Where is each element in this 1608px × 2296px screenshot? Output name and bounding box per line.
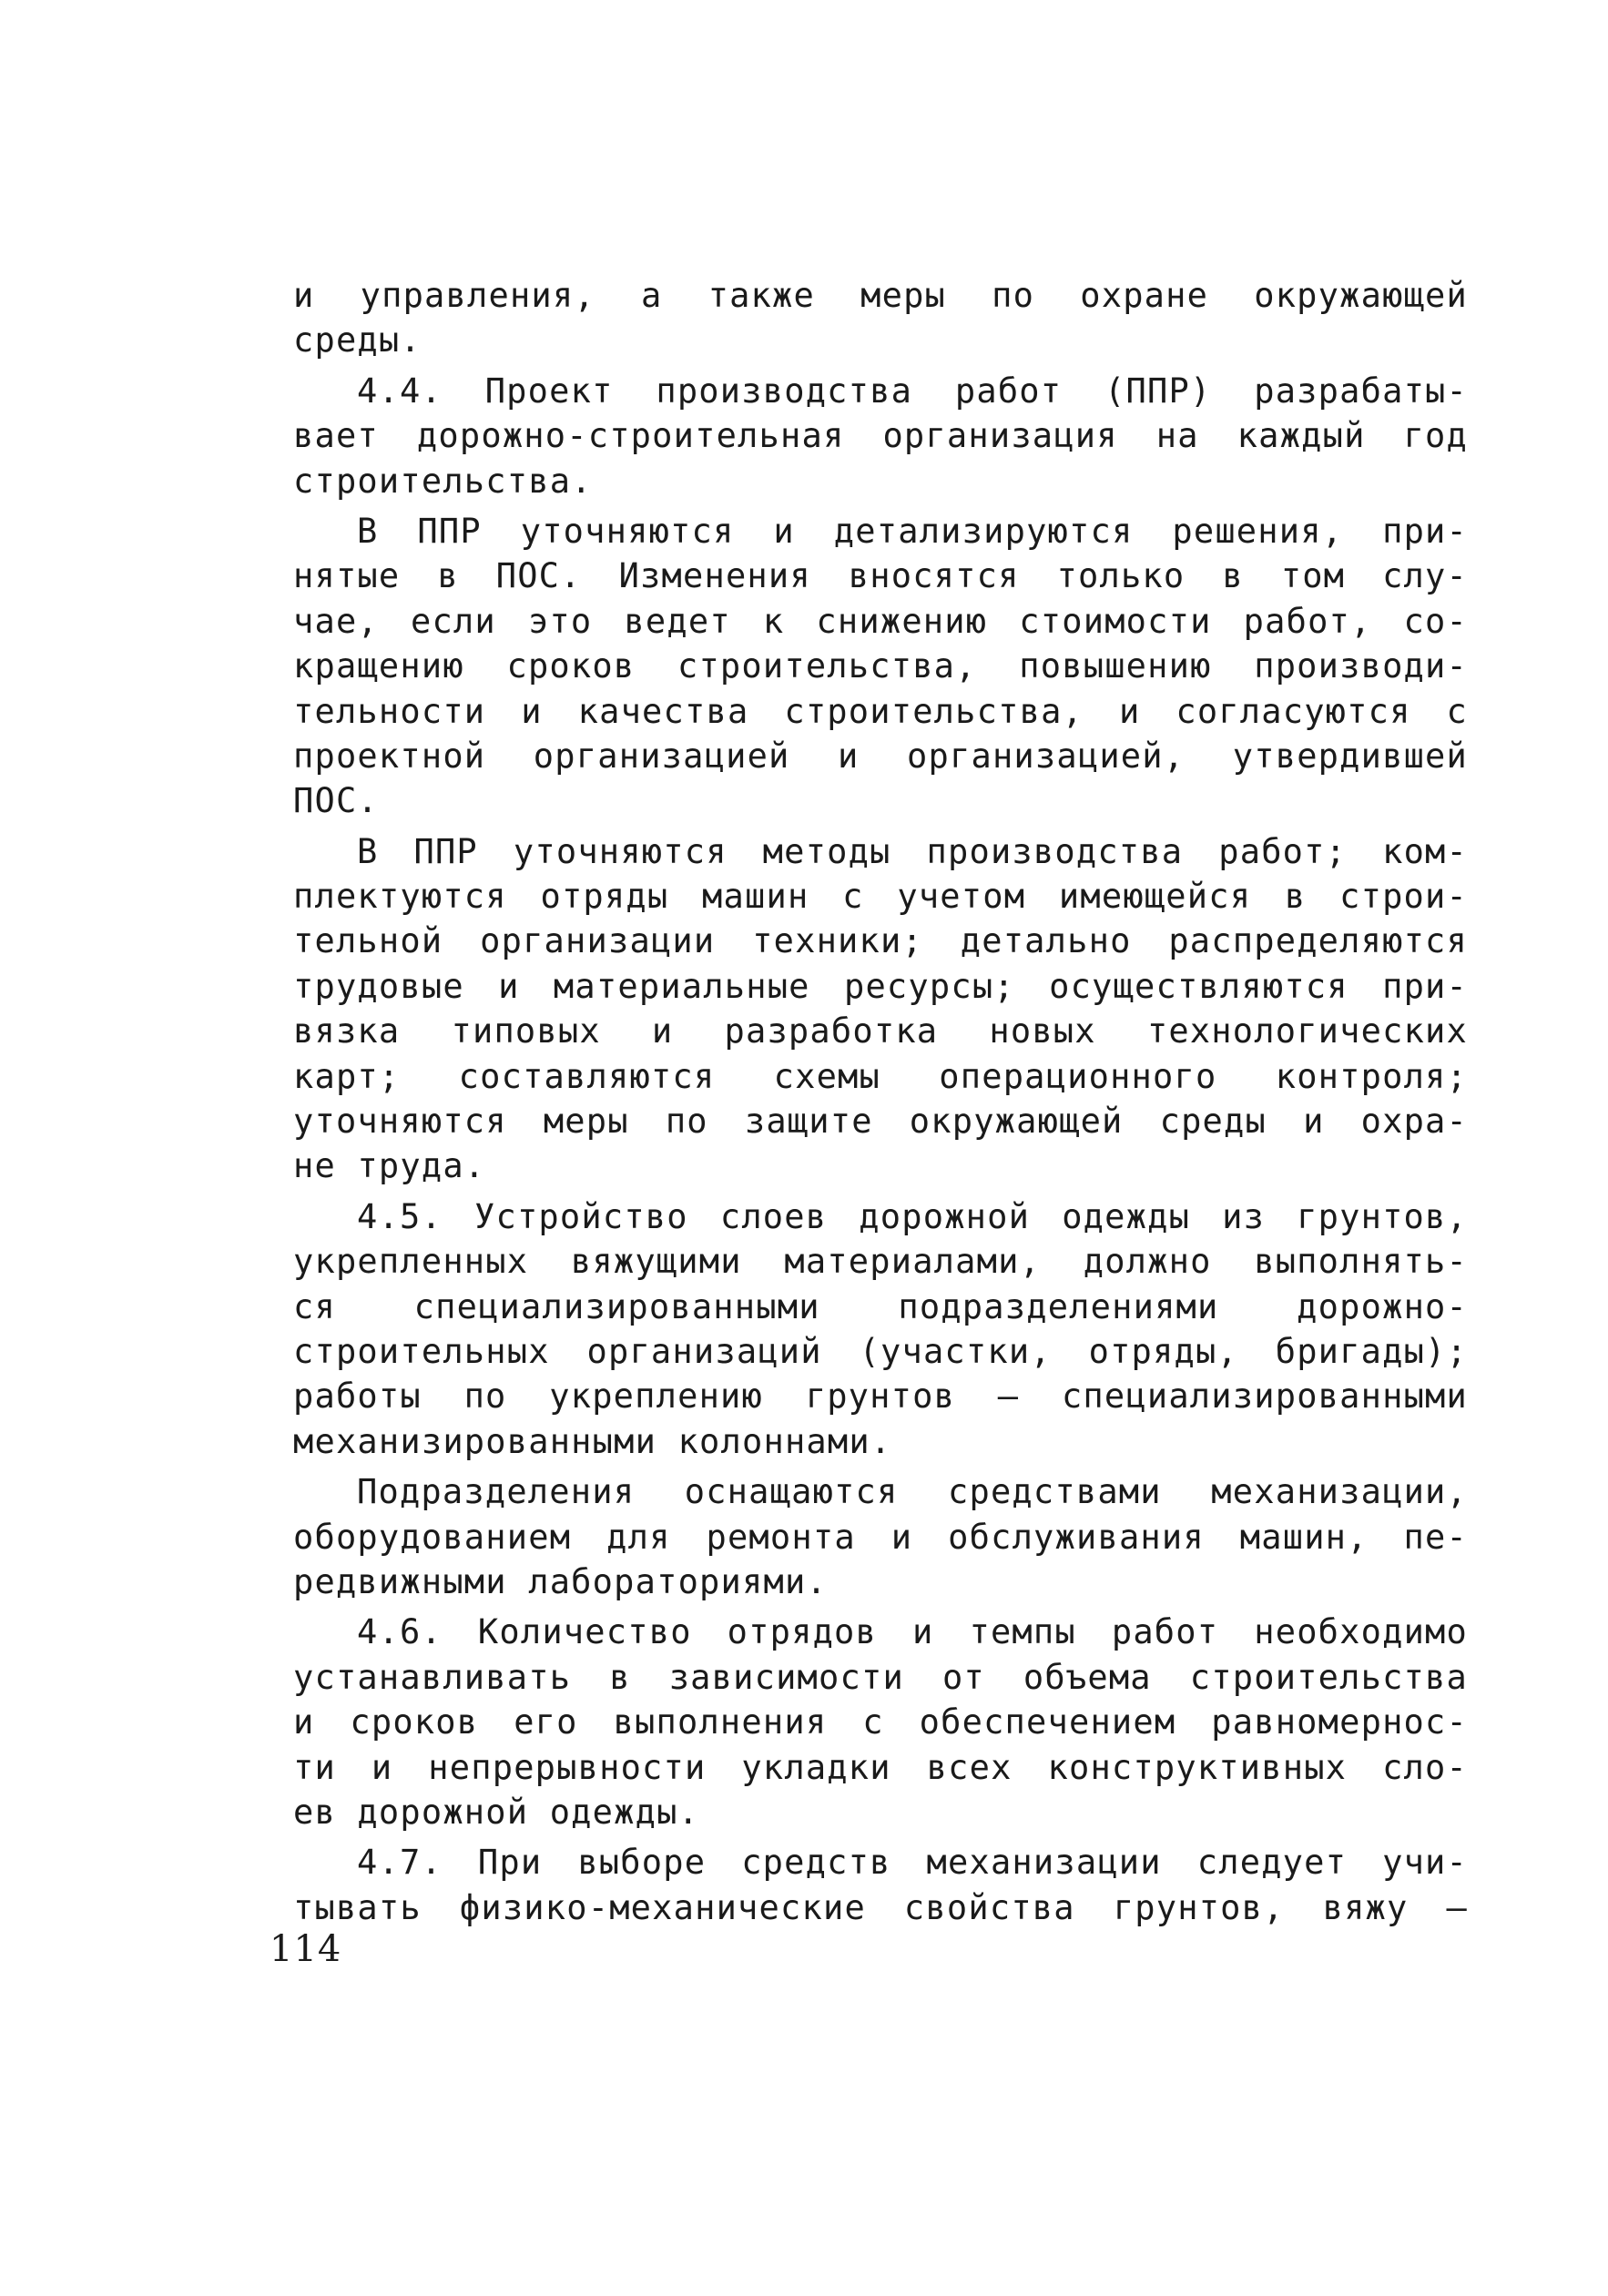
text-line: и сроков его выполнения с обеспечением равномернос- (293, 1702, 1468, 1742)
text-line: редвижными лабораториями. (293, 1561, 828, 1601)
body-text (293, 273, 1468, 1930)
text-line: устанавливать в зависимости от объема строительства (293, 1657, 1468, 1697)
text-line: укрепленных вяжущими материалами, должно выполнять- (293, 1242, 1468, 1282)
text-line: ев дорожной одежды. (293, 1792, 700, 1832)
text-line: тывать физико-механические свойства грунтов, вяжу – (293, 1887, 1468, 1927)
text-line: 4.6. Количество отрядов и темпы работ необходимо (357, 1612, 1468, 1652)
text-line: уточняются меры по защите окружающей среды и охра- (293, 1102, 1468, 1142)
text-line: строительства. (293, 461, 593, 501)
page-number: 114 (270, 1928, 342, 1970)
text-line: карт; составляются схемы операционного контроля; (293, 1056, 1468, 1096)
text-line: среды. (293, 320, 422, 361)
text-line: плектуются отряды машин с учетом имеющейся в строи- (293, 877, 1468, 917)
text-line: 4.4. Проект производства работ (ППР) разрабаты- (357, 371, 1468, 411)
text-line: кращению сроков строительства, повышению производи- (293, 646, 1468, 686)
text-line: чае, если это ведет к снижению стоимости работ, со- (293, 601, 1468, 641)
text-line: Подразделения оснащаются средствами механизации, (357, 1472, 1468, 1512)
text-line: 4.5. Устройство слоев дорожной одежды из грунтов, (357, 1196, 1468, 1236)
text-line: В ППР уточняются и детализируются решения, при- (357, 511, 1468, 551)
text-line: тельной организации техники; детально распределяются (293, 921, 1468, 961)
text-line: вает дорожно-строительная организация на каждый год (293, 416, 1468, 456)
text-line: проектной организацией и организацией, утвердившей (293, 736, 1468, 776)
text-line: работы по укреплению грунтов – специализированными (293, 1377, 1468, 1417)
text-line: механизированными колоннами. (293, 1421, 892, 1461)
text-line: ся специализированными подразделениями дорожно- (293, 1286, 1468, 1326)
text-line: тельности и качества строительства, и согласуются с (293, 691, 1468, 731)
text-line: 4.7. При выборе средств механизации следует учи- (357, 1843, 1468, 1883)
text-line: вязка типовых и разработка новых технологических (293, 1011, 1468, 1051)
text-line: оборудованием для ремонта и обслуживания машин, пе- (293, 1517, 1468, 1557)
text-line: ПОС. (293, 781, 379, 821)
text-line: не труда. (293, 1146, 486, 1186)
text-line: строительных организаций (участки, отряды, бригады); (293, 1331, 1468, 1371)
text-line: нятые в ПОС. Изменения вносятся только в том слу- (293, 556, 1468, 596)
text-line: и управления, а также меры по охране окружающей (293, 276, 1468, 315)
text-line: В ППР уточняются методы производства работ; ком- (357, 831, 1468, 871)
text-line: ти и непрерывности укладки всех конструктивных сло- (293, 1747, 1468, 1787)
text-line: трудовые и материальные ресурсы; осуществляются при- (293, 966, 1468, 1006)
